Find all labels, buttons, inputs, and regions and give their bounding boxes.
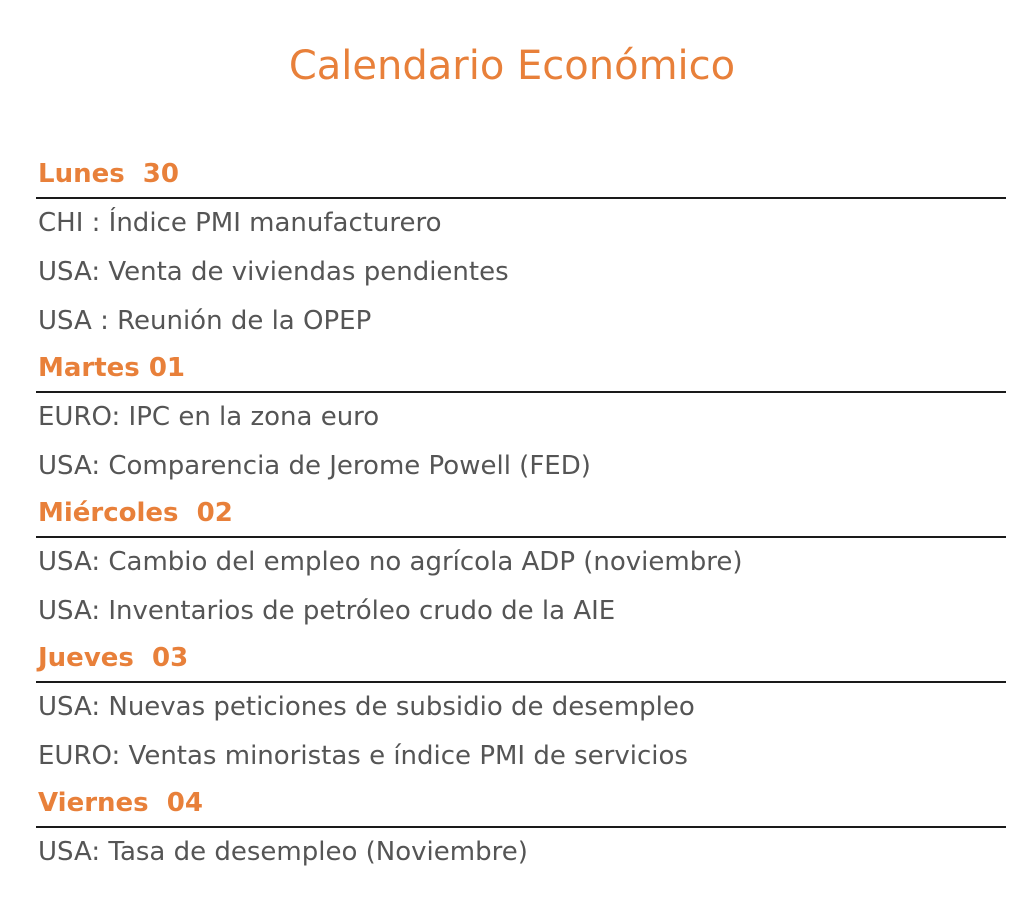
event-item: USA: Cambio del empleo no agrícola ADP (noviembre) — [38, 547, 743, 577]
day-heading: Martes 01 — [36, 346, 1006, 393]
economic-calendar — [38, 152, 1006, 877]
event-item: CHI : Índice PMI manufacturero — [38, 208, 442, 238]
event-item: USA : Reunión de la OPEP — [38, 306, 372, 336]
page-title: Calendario Económico — [288, 43, 736, 89]
day-heading: Viernes 04 — [36, 781, 1006, 828]
event-item: USA: Comparencia de Jerome Powell (FED) — [38, 451, 591, 481]
event-item: USA: Venta de viviendas pendientes — [38, 257, 509, 287]
day-heading: Lunes 30 — [36, 152, 1006, 199]
event-item: EURO: IPC en la zona euro — [38, 402, 380, 432]
event-item: USA: Nuevas peticiones de subsidio de desempleo — [38, 692, 695, 722]
event-item: USA: Tasa de desempleo (Noviembre) — [38, 837, 528, 867]
day-block-tuesday — [38, 346, 1006, 491]
day-block-monday — [38, 152, 1006, 346]
event-item: USA: Inventarios de petróleo crudo de la AIE — [38, 596, 616, 626]
day-block-wednesday — [38, 491, 1006, 636]
day-heading: Miércoles 02 — [36, 491, 1006, 538]
day-block-thursday — [38, 636, 1006, 781]
day-heading: Jueves 03 — [36, 636, 1006, 683]
event-item: EURO: Ventas minoristas e índice PMI de servicios — [38, 741, 688, 771]
day-block-friday — [38, 781, 1006, 877]
